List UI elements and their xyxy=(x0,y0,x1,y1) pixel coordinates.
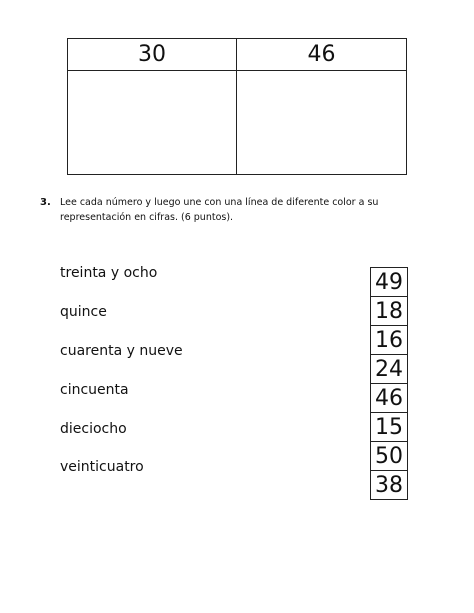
exercise-instruction xyxy=(40,195,420,225)
word-item[interactable]: treinta y ocho xyxy=(60,265,158,281)
exercise-number: 3. xyxy=(40,197,51,208)
table-header-1: 30 xyxy=(68,39,237,71)
number-box[interactable]: 15 xyxy=(370,412,408,442)
number-column xyxy=(370,267,408,500)
number-box[interactable]: 50 xyxy=(370,441,408,471)
word-item[interactable]: cincuenta xyxy=(60,382,129,398)
table-answer-cell-1[interactable] xyxy=(68,71,237,174)
number-table xyxy=(67,38,407,175)
table-header-2: 46 xyxy=(237,39,406,71)
number-box[interactable]: 24 xyxy=(370,354,408,384)
instruction-text: Lee cada número y luego une con una línea de diferente color a su representación en cifras. (6 puntos). xyxy=(60,197,379,223)
word-item[interactable]: veinticuatro xyxy=(60,459,144,475)
table-answer-cell-2[interactable] xyxy=(237,71,406,174)
number-box[interactable]: 18 xyxy=(370,296,408,326)
number-box[interactable]: 46 xyxy=(370,383,408,413)
number-box[interactable]: 38 xyxy=(370,470,408,500)
word-item[interactable]: quince xyxy=(60,304,107,320)
number-box[interactable]: 16 xyxy=(370,325,408,355)
number-box[interactable]: 49 xyxy=(370,267,408,297)
word-item[interactable]: cuarenta y nueve xyxy=(60,343,183,359)
word-item[interactable]: dieciocho xyxy=(60,421,127,437)
